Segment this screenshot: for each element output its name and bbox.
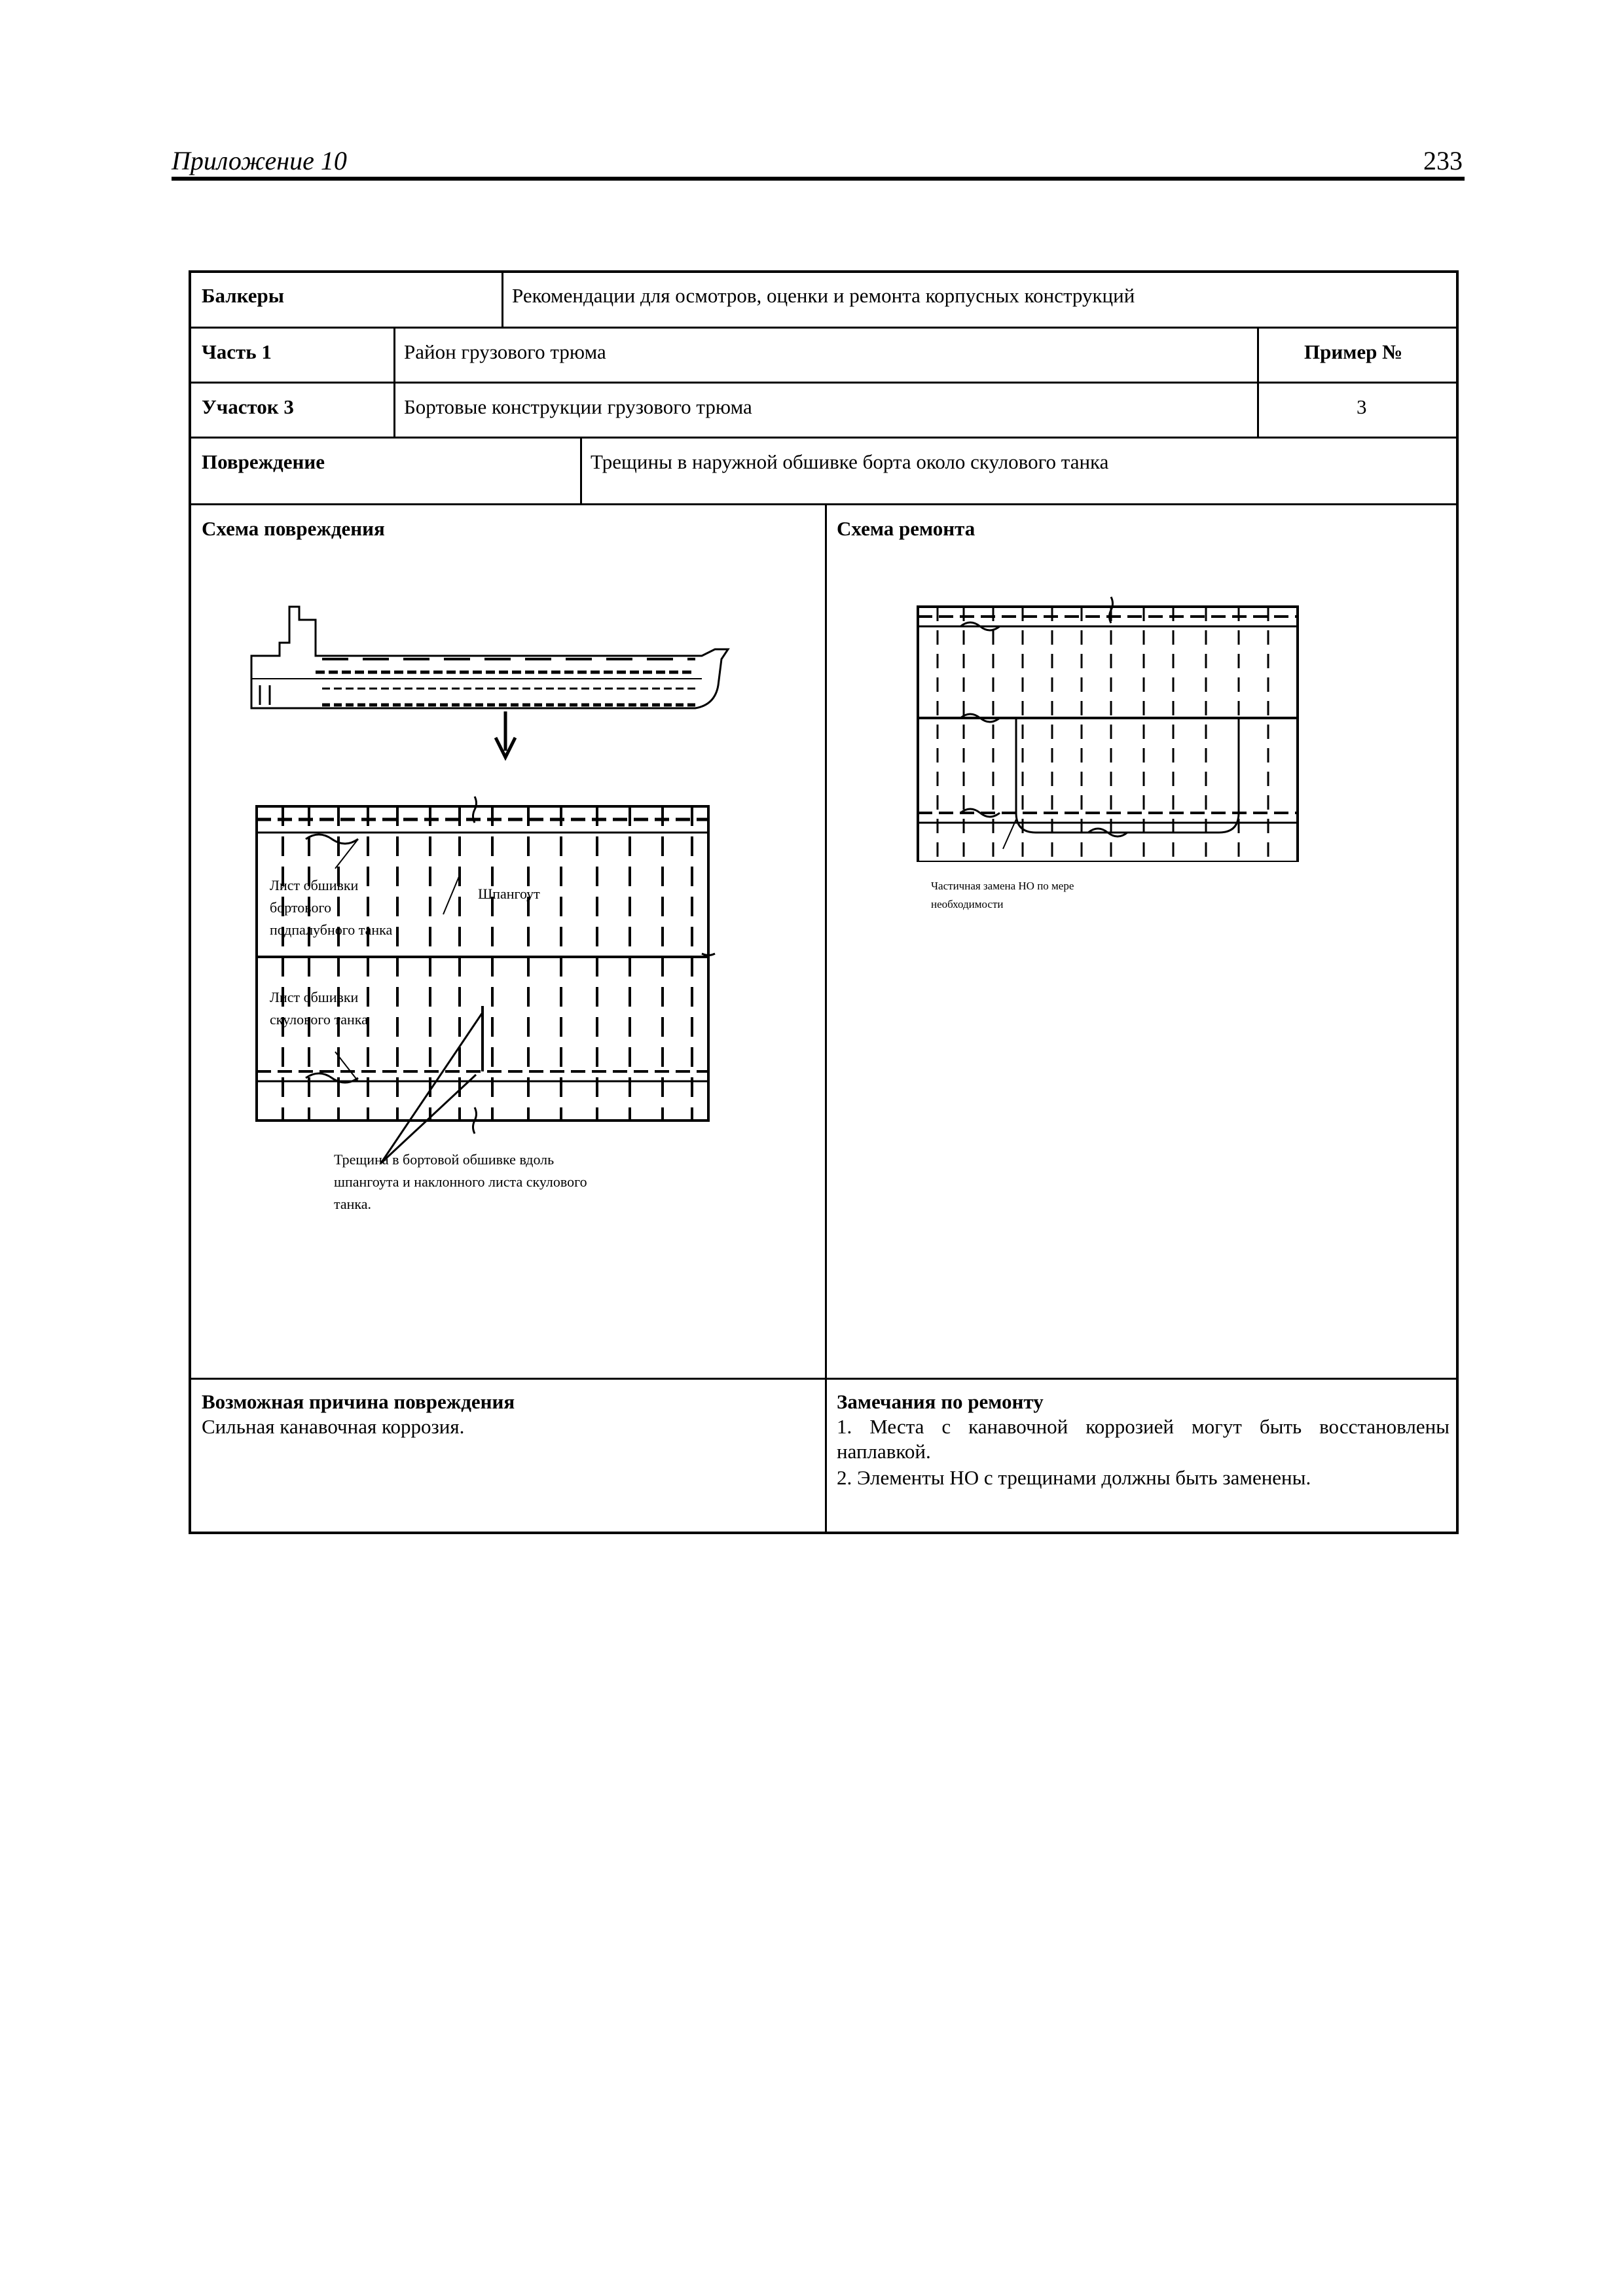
col-divider [393,328,395,438]
upper-plate-label-line2: бортового [270,899,331,916]
crack-label-line3: танка. [334,1196,372,1212]
row-divider [191,327,1456,329]
appendix-label: Приложение 10 [172,146,347,175]
remarks-heading: Замечания по ремонту [837,1390,1044,1413]
crack-label-line2: шпангоута и наклонного листа скулового [334,1174,587,1190]
header-rule [172,177,1465,181]
upper-plate-label-line1: Лист обшивки [270,877,359,893]
col-divider [1257,328,1259,438]
part-value: Район грузового трюма [404,340,606,363]
form-table [189,270,1459,1534]
repair-panel [918,597,1298,862]
side-shell-panel [257,797,715,1163]
col-divider [825,505,827,1534]
part-label: Часть 1 [202,340,272,363]
section-label: Участок 3 [202,395,294,418]
repair-note-line2: необходимости [931,898,1004,910]
col-divider [580,438,582,505]
example-label: Пример № [1304,340,1403,363]
row-divider [191,437,1456,439]
section-value: Бортовые конструкции грузового трюма [404,395,752,418]
upper-plate-label-line3: подпалубного танка [270,922,393,938]
page-number: 233 [1423,146,1463,175]
cause-text: Сильная канавочная коррозия. [202,1415,465,1438]
vessel-type-label: Балкеры [202,284,284,307]
document-title: Рекомендации для осмотров, оценки и ремонта корпусных конструкций [512,284,1135,307]
down-arrow [496,711,515,757]
damage-value: Трещины в наружной обшивке борта около скулового танка [591,450,1109,473]
repair-note-line1: Частичная замена НО по мере [931,880,1074,892]
damage-scheme-heading: Схема повреждения [202,517,385,540]
example-number: 3 [1357,395,1367,418]
remarks-item1-line2: наплавкой. [837,1440,931,1463]
remarks-item2: 2. Элементы НО с трещинами должны быть заменены. [837,1466,1311,1489]
row-divider [191,503,1456,505]
lower-plate-label-line1: Лист обшивки [270,989,359,1005]
crack-label-line1: Трещина в бортовой обшивке вдоль [334,1151,555,1168]
row-divider [191,1378,1456,1380]
col-divider [501,273,503,328]
cause-heading: Возможная причина повреждения [202,1390,515,1413]
lower-plate-label-line2: скулового танка [270,1011,368,1028]
repair-diagram [911,587,1317,862]
repair-scheme-heading: Схема ремонта [837,517,976,540]
frame-label: Шпангоут [478,886,540,902]
remarks-item1-line1: 1. Места с канавочной коррозией могут быть восстановлены [837,1415,1450,1438]
row-divider [191,382,1456,384]
damage-label: Повреждение [202,450,325,473]
ship-silhouette [251,607,728,708]
